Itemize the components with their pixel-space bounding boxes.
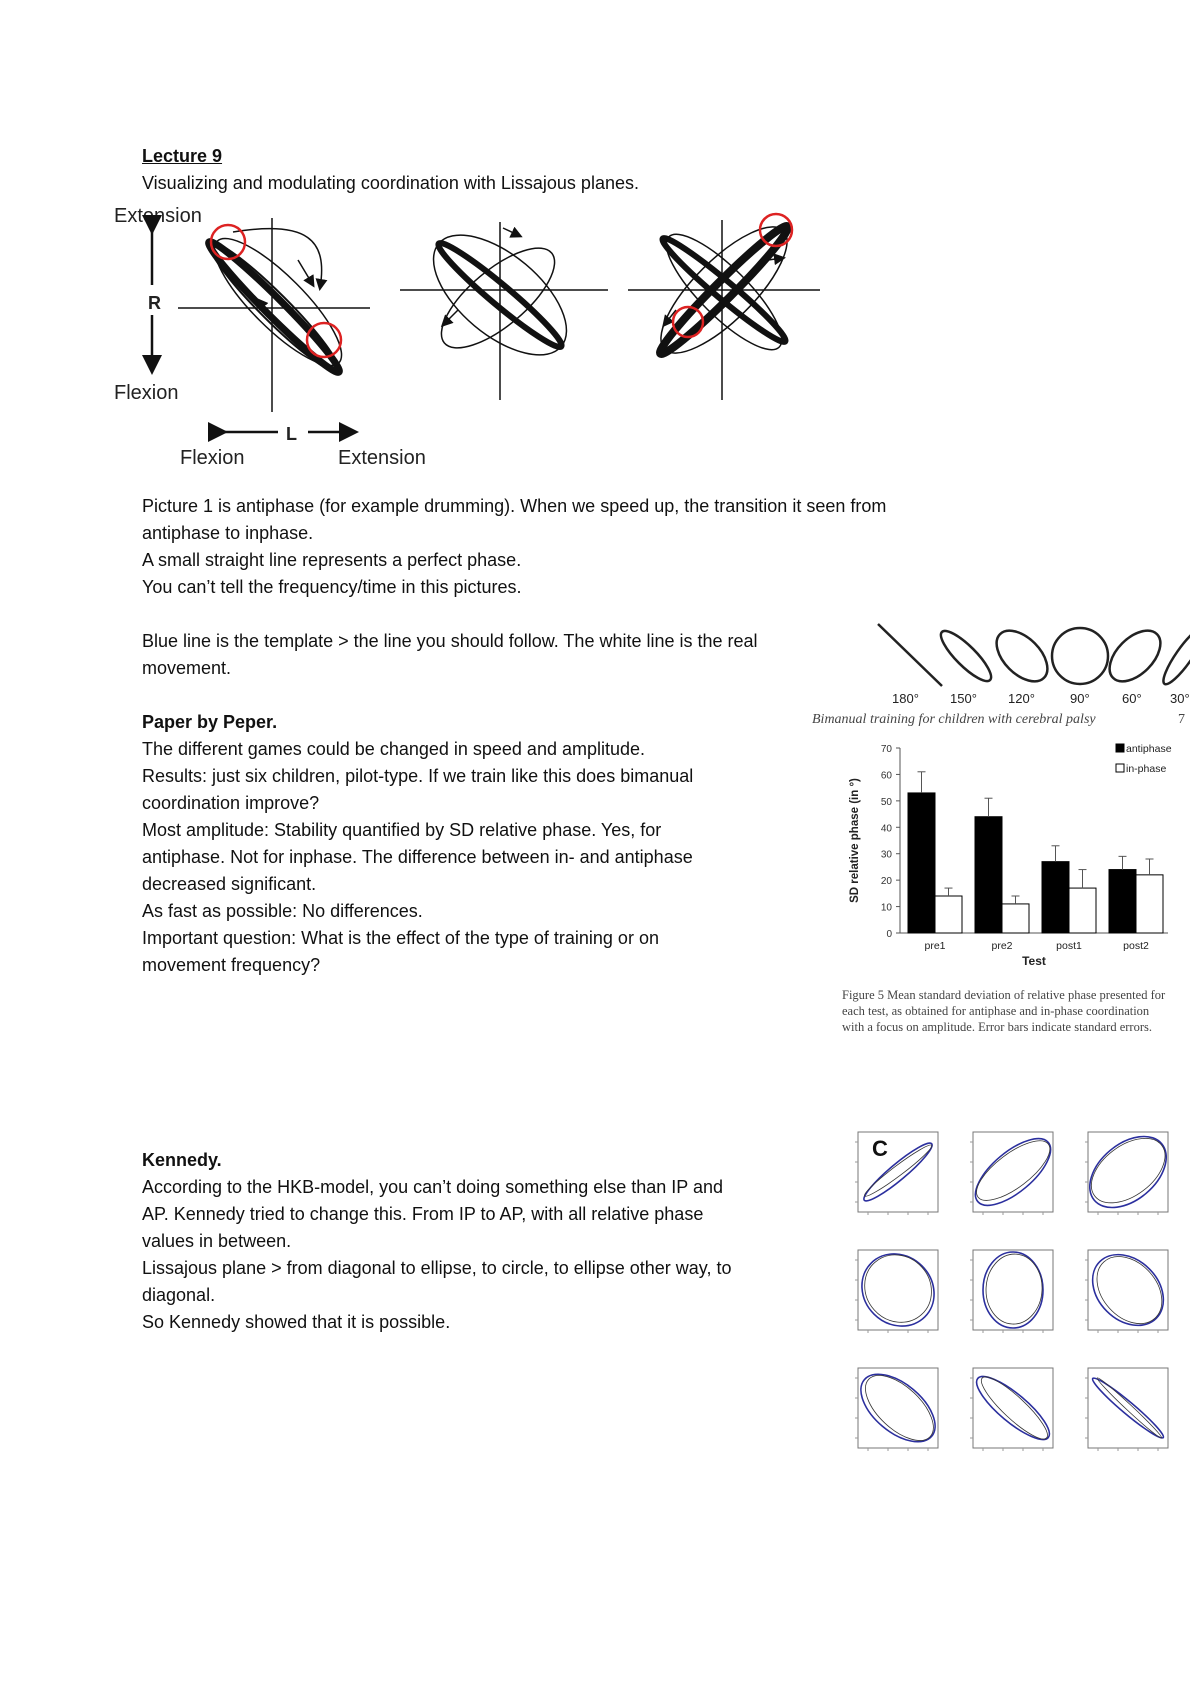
ellipse-60 <box>1100 621 1169 690</box>
panel-frame <box>973 1250 1053 1330</box>
kennedy-line: So Kennedy showed that it is possible. <box>142 1312 451 1332</box>
peper-line: As fast as possible: No differences. <box>142 901 423 921</box>
lissajous-panel <box>965 1128 1061 1217</box>
x-axis-label: Test <box>1022 954 1046 968</box>
panel-frame <box>973 1368 1053 1448</box>
kennedy-lissajous-grid <box>838 1128 1183 1498</box>
lecture-title: Lecture 9 <box>142 146 223 166</box>
lissajous-panel <box>969 1368 1057 1451</box>
kennedy-line: AP. Kennedy tried to change this. From IP to AP, with all relative phase <box>142 1204 704 1224</box>
peper-line: Important question: What is the effect of the type of training or on <box>142 928 659 948</box>
lissajous-panel <box>855 1132 938 1215</box>
lissajous-panel <box>847 1239 949 1341</box>
note-line: Blue line is the template > the line you should follow. The white line is the real <box>142 631 758 651</box>
bar-antiphase <box>908 793 935 933</box>
peper-line: coordination improve? <box>142 793 320 813</box>
ellipse-90 <box>1052 628 1108 684</box>
ellipse-30 <box>1158 624 1190 689</box>
peper-line: Most amplitude: Stability quantified by SD relative phase. Yes, for <box>142 820 662 840</box>
lissajous-panel <box>1085 1368 1168 1451</box>
running-title: Bimanual training for children with cerebral palsy <box>812 712 1096 727</box>
legend-swatch <box>1116 744 1124 752</box>
x-tick-label: post2 <box>1123 940 1149 952</box>
phase-label: 120° <box>1008 691 1035 706</box>
lissajous-panel <box>1079 1241 1178 1340</box>
figure-caption-line: each test, as obtained for antiphase and in-phase coordination <box>842 1004 1150 1018</box>
y-tick-label: 50 <box>880 796 892 808</box>
legend-swatch <box>1116 764 1124 772</box>
label-flexion-left: Flexion <box>114 382 179 404</box>
note-line: antiphase to inphase. <box>142 523 314 543</box>
bar-in-phase <box>935 896 962 933</box>
x-tick-label: post1 <box>1056 940 1082 952</box>
x-tick-label: pre2 <box>991 940 1013 952</box>
peper-line: The different games could be changed in speed and amplitude. <box>142 739 646 759</box>
note-line: You can’t tell the frequency/time in this pictures. <box>142 577 522 597</box>
lissajous-panel <box>970 1250 1053 1333</box>
label-extension-top: Extension <box>114 205 202 227</box>
kennedy-line: Lissajous plane > from diagonal to ellipse, to circle, to ellipse other way, to <box>142 1258 732 1278</box>
y-tick-label: 60 <box>880 770 892 782</box>
phase-label: 180° <box>892 691 919 706</box>
panel-letter: C <box>872 1136 888 1161</box>
phase-label: 90° <box>1070 691 1090 706</box>
lissajous-panel <box>1076 1128 1179 1222</box>
note-line: A small straight line represents a perfect phase. <box>142 550 522 570</box>
panel-frame <box>858 1250 938 1330</box>
phase-label: 30° <box>1170 691 1190 706</box>
kennedy-line: According to the HKB-model, you can’t doing something else than IP and <box>142 1177 724 1197</box>
bar-antiphase <box>1109 870 1136 933</box>
ellipse-180 <box>878 624 942 686</box>
peper-line: Results: just six children, pilot-type. If we train like this does bimanual <box>142 766 694 786</box>
peper-line: movement frequency? <box>142 955 321 975</box>
label-l: L <box>286 424 297 444</box>
lissajous-panel <box>849 1361 947 1454</box>
ellipse-120 <box>987 621 1056 690</box>
figure-caption-line: with a focus on amplitude. Error bars indicate standard errors. <box>842 1020 1152 1034</box>
kennedy-line: diagonal. <box>142 1285 216 1305</box>
legend-label: in-phase <box>1126 763 1167 775</box>
page-number: 7 <box>1178 712 1185 727</box>
y-tick-label: 70 <box>880 744 892 755</box>
lecture-subtitle: Visualizing and modulating coordination with Lissajous planes. <box>142 173 639 193</box>
label-extension-bottom: Extension <box>338 447 426 469</box>
sd-relative-phase-chart <box>838 738 1188 973</box>
bar-in-phase <box>1002 904 1029 933</box>
phase-label: 150° <box>950 691 977 706</box>
peper-heading: Paper by Peper. <box>142 712 278 732</box>
panel-frame <box>1088 1132 1168 1212</box>
figure-caption-line: Figure 5 Mean standard deviation of relative phase presented for <box>842 988 1166 1002</box>
phase-ellipses-figure <box>870 612 1190 727</box>
y-tick-label: 10 <box>880 902 892 914</box>
note-line: Picture 1 is antiphase (for example drumming). When we speed up, the transition it seen from <box>142 496 887 516</box>
kennedy-grid-svg <box>838 1128 1183 1498</box>
bar-in-phase <box>1136 875 1163 933</box>
note-line: movement. <box>142 658 232 678</box>
bar-antiphase <box>975 817 1002 933</box>
y-axis-label: SD relative phase (in °) <box>849 778 861 903</box>
label-flexion-bottom: Flexion <box>180 447 245 469</box>
lissajous-panel-1 <box>178 218 370 412</box>
lissajous-drawings <box>108 200 908 470</box>
bar-antiphase <box>1042 862 1069 933</box>
bar-in-phase <box>1069 888 1096 933</box>
kennedy-line: values in between. <box>142 1231 292 1251</box>
peper-line: decreased significant. <box>142 874 317 894</box>
ellipse-150 <box>935 625 997 687</box>
legend-label: antiphase <box>1126 743 1172 755</box>
peper-line: antiphase. Not for inphase. The difference between in- and antiphase <box>142 847 693 867</box>
y-tick-label: 30 <box>880 849 892 861</box>
chart-svg <box>838 738 1188 973</box>
lissajous-panel-2 <box>400 213 608 400</box>
y-tick-label: 20 <box>880 876 892 888</box>
phase-label: 60° <box>1122 691 1142 706</box>
lissajous-panel-3 <box>628 209 820 400</box>
y-tick-label: 0 <box>886 929 892 940</box>
kennedy-heading: Kennedy. <box>142 1150 222 1170</box>
y-tick-label: 40 <box>880 823 892 835</box>
x-tick-label: pre1 <box>924 940 946 952</box>
label-r: R <box>148 293 161 313</box>
lissajous-figure <box>108 200 908 470</box>
